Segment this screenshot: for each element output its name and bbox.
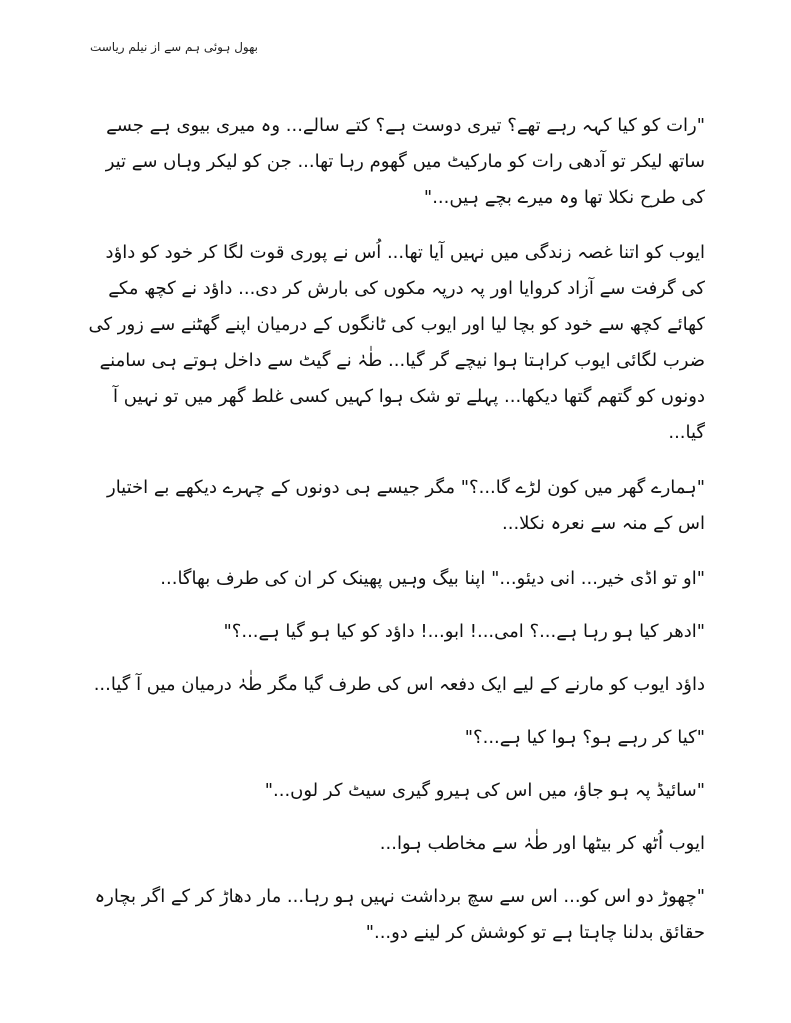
paragraph: "رات کو کیا کہہ رہے تھے؟ تیری دوست ہے؟ کتے سالے... وہ میری بیوی ہے جسے ساتھ لیکر تو آدھی رات کو مارکیٹ میں گھوم رہا تھا... جن کو لیکر وہاں سے تیر کی طرح نکلا تھا وہ میرے بچے ہیں..." (105, 115, 705, 208)
paragraph: "کیا کر رہے ہو؟ ہوا کیا ہے...؟" (464, 727, 705, 748)
paragraph: "چھوڑ دو اس کو... اس سے سچ برداشت نہیں ہو رہا... مار دھاڑ کر کے اگر بچارہ حقائق بدلنا چاہتا ہے تو کوشش کر لینے دو..." (94, 886, 705, 943)
paragraph: "سائیڈ پہ ہو جاؤ، میں اس کی ہیرو گیری سیٹ کر لوں..." (264, 780, 705, 801)
paragraph: "او تو اڈی خیر... انی دیئو..." اپنا بیگ وہیں پھینک کر ان کی طرف بھاگا... (160, 568, 705, 589)
running-header: بھول ہوئی ہم سے از نیلم ریاست (89, 40, 258, 54)
paragraph: ایوب کو اتنا غصہ زندگی میں نہیں آیا تھا... اُس نے پوری قوت لگا کر خود کو داؤد کی گرفت سے آزاد کروایا اور پہ درپہ مکوں کی بارش کر دی... داؤد نے کچھ مکے کھائے کچھ سے خود کو بچا لیا اور ایوب کی ٹانگوں کے درمیان اپنے گھٹنے سے زور کی ضرب لگائی ایوب کراہتا ہوا نیچے گر گیا... طٰہٰ نے گیٹ سے داخل ہوتے ہی سامنے دونوں کو گتھم گتھا دیکھا... پہلے تو شک ہوا کہیں کسی غلط گھر میں تو نہیں آ گیا... (88, 242, 705, 443)
body-text (85, 108, 705, 970)
paragraph: ایوب اُٹھ کر بیٹھا اور طٰہٰ سے مخاطب ہوا... (379, 833, 705, 854)
paragraph: داؤد ایوب کو مارنے کے لیے ایک دفعہ اس کی طرف گیا مگر طٰہٰ درمیان میں آ گیا... (93, 674, 705, 695)
paragraph: "ہمارے گھر میں کون لڑے گا...؟" مگر جیسے ہی دونوں کے چہرے دیکھے بے اختیار اس کے منہ سے نعرہ نکلا... (107, 477, 705, 534)
paragraph: "ادھر کیا ہو رہا ہے...؟ امی...! ابو...! داؤد کو کیا ہو گیا ہے...؟" (223, 621, 705, 642)
